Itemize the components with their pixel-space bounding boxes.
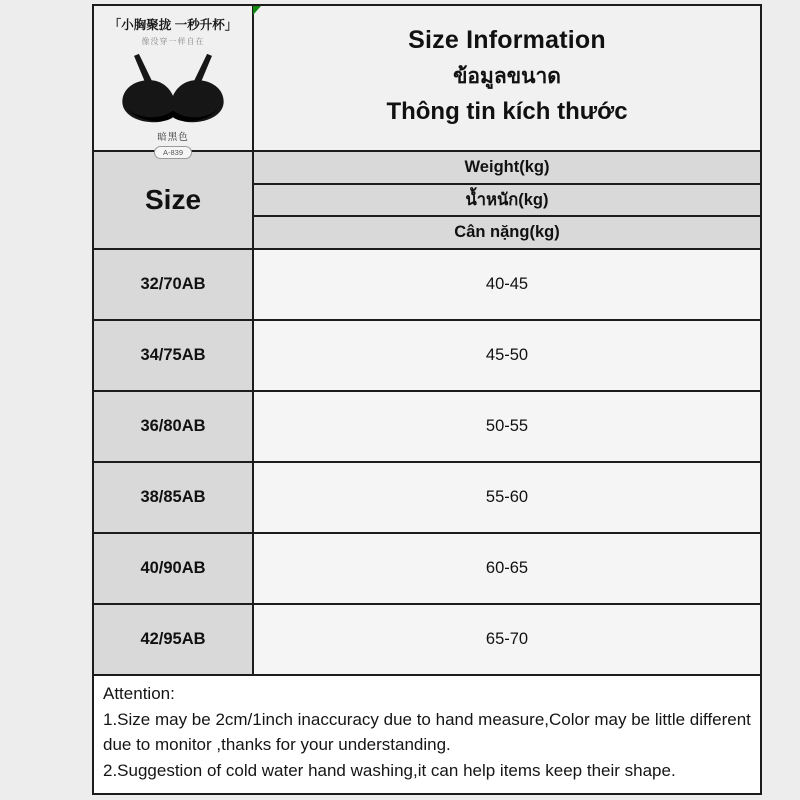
size-table-rows <box>94 250 760 676</box>
page-title-thai: ข้อมูลขนาด <box>453 65 561 88</box>
size-chart-frame <box>92 4 762 795</box>
product-model-badge: A-839 <box>154 146 192 159</box>
table-row <box>94 250 760 321</box>
title-panel <box>254 6 760 150</box>
table-row <box>94 534 760 605</box>
size-cell: 42/95AB <box>94 605 254 674</box>
attention-line-1: 1.Size may be 2cm/1inch inaccuracy due to hand measure,Color may be little different due to monitor ,thanks for your understanding. <box>103 709 751 754</box>
size-table-header <box>94 152 760 250</box>
page-title-english: Size Information <box>408 26 606 54</box>
weight-cell: 55-60 <box>254 463 760 532</box>
weight-column-headers <box>254 152 760 248</box>
page-title-vietnamese: Thông tin kích thước <box>386 98 628 125</box>
bra-product-image <box>114 51 232 127</box>
table-row <box>94 605 760 676</box>
attention-note <box>94 676 760 793</box>
attention-line-2: 2.Suggestion of cold water hand washing,it can help items keep their shape. <box>103 760 676 780</box>
product-photo-card <box>94 6 254 157</box>
size-cell: 36/80AB <box>94 392 254 461</box>
weight-cell: 50-55 <box>254 392 760 461</box>
top-section <box>94 6 760 157</box>
weight-header-cell: น้ำหนัก(kg) <box>254 185 760 218</box>
weight-header-cell: Weight(kg) <box>254 152 760 185</box>
table-row <box>94 463 760 534</box>
size-column-header: Size <box>94 152 254 248</box>
bra-illustration <box>114 51 232 127</box>
size-cell: 32/70AB <box>94 250 254 319</box>
weight-cell: 45-50 <box>254 321 760 390</box>
table-row <box>94 321 760 392</box>
table-row <box>94 392 760 463</box>
weight-cell: 40-45 <box>254 250 760 319</box>
weight-cell: 60-65 <box>254 534 760 603</box>
weight-header-cell: Cân nặng(kg) <box>254 217 760 248</box>
product-subtitle: 像没穿一样自在 <box>141 37 205 46</box>
size-cell: 38/85AB <box>94 463 254 532</box>
green-corner-mark <box>253 6 261 15</box>
product-title: 「小胸聚拢 一秒升杯」 <box>108 18 238 32</box>
size-cell: 40/90AB <box>94 534 254 603</box>
attention-heading: Attention: <box>103 684 175 703</box>
product-color-label: 暗黑色 <box>157 132 189 143</box>
size-cell: 34/75AB <box>94 321 254 390</box>
weight-cell: 65-70 <box>254 605 760 674</box>
